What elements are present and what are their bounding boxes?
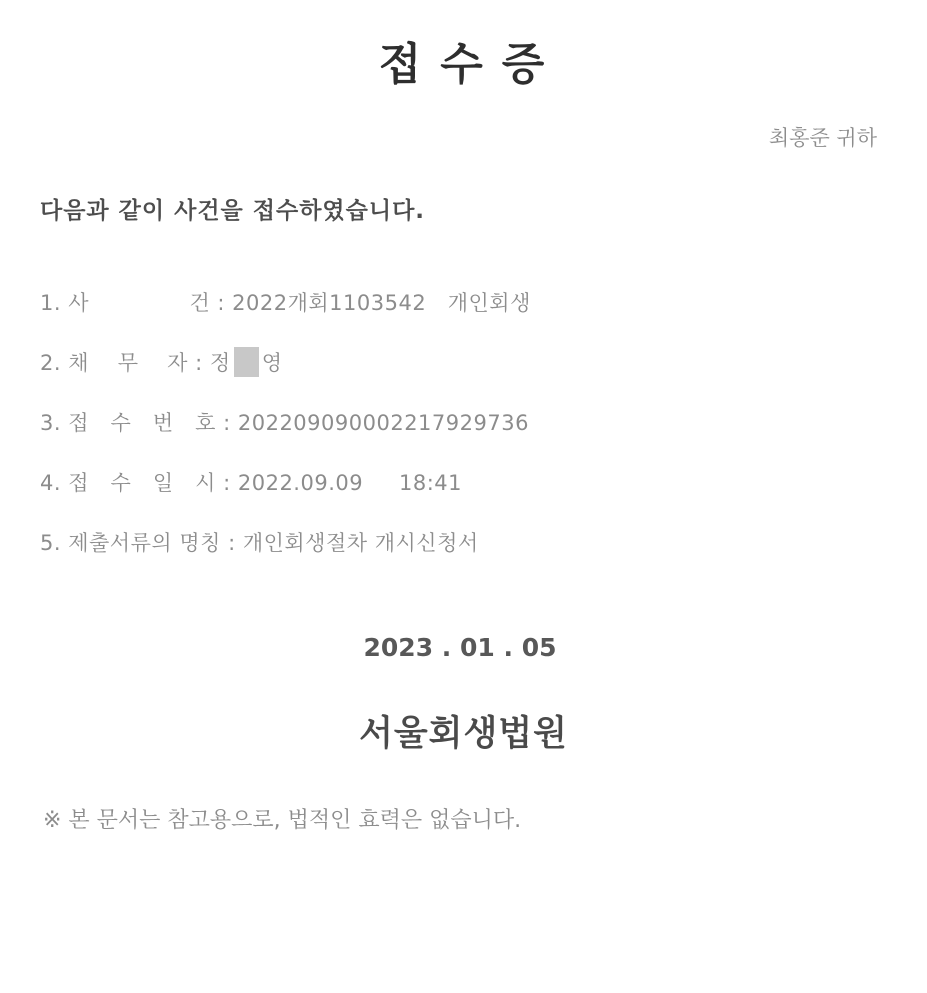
- recipient-line: 최홍준 귀하: [768, 126, 877, 150]
- court-name: 서울회생법원: [359, 714, 568, 753]
- debtor-text-suffix: 영: [261, 351, 283, 375]
- debtor-text-prefix: 2. 채 무 자 : 정: [40, 351, 231, 375]
- intro-statement: 다음과 같이 사건을 접수하였습니다.: [40, 198, 426, 224]
- disclaimer-footnote: ※ 본 문서는 참고용으로, 법적인 효력은 없습니다.: [43, 808, 522, 833]
- case-number-line: 1. 사 건 : 2022개회1103542 개인회생: [40, 291, 531, 315]
- debtor-line: [40, 347, 282, 379]
- issue-date: 2023 . 01 . 05: [363, 633, 557, 662]
- receipt-number-line: 3. 접 수 번 호 : 202209090002217929736: [40, 411, 529, 435]
- submitted-document-line: 5. 제출서류의 명칭 : 개인회생절차 개시신청서: [40, 531, 479, 555]
- receipt-datetime-line: 4. 접 수 일 시 : 2022.09.09 18:41: [40, 471, 462, 495]
- redaction-block: [234, 347, 259, 377]
- document-title: 접 수 증: [378, 40, 549, 89]
